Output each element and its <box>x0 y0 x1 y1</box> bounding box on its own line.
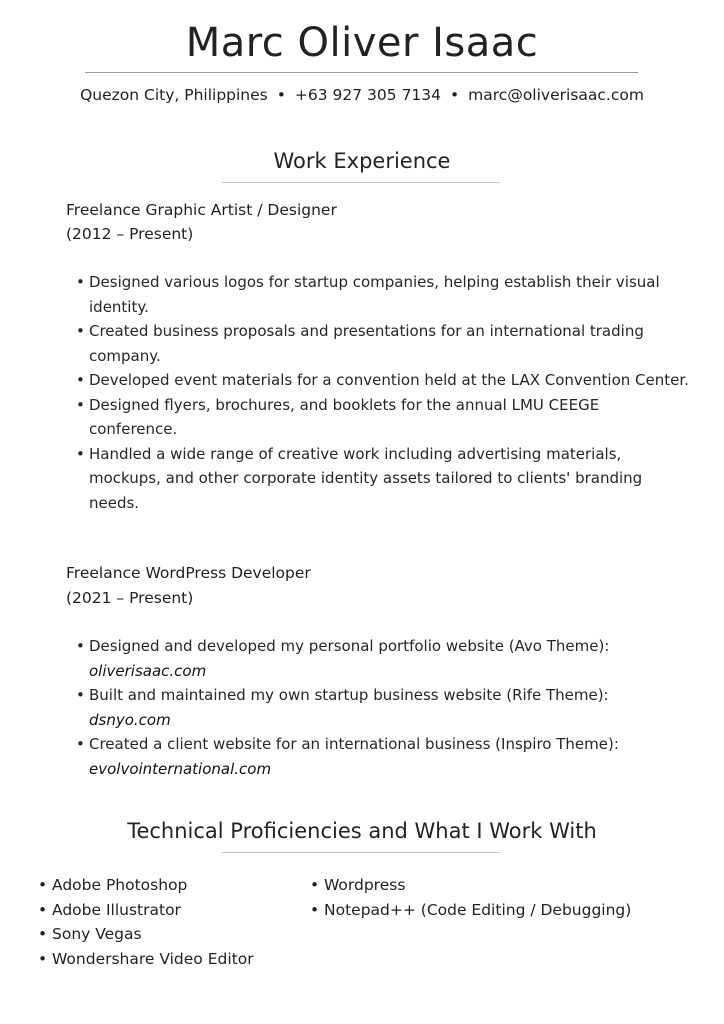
job-period: (2012 – Present) <box>66 225 194 243</box>
list-item: • Developed event materials for a convention held at the LAX Convention Center. <box>76 371 689 389</box>
section-title-skills: Technical Proficiencies and What I Work With <box>127 819 597 843</box>
list-item: • Sony Vegas <box>38 925 142 943</box>
list-item: • Designed and developed my personal portfolio website (Avo Theme): oliverisaac.com <box>76 634 691 683</box>
skills-list-right <box>310 873 631 922</box>
job-role: Freelance Graphic Artist / Designer <box>66 201 337 219</box>
contact-separator: • <box>276 86 286 104</box>
list-item: • Wordpress <box>310 876 406 894</box>
contact-separator: • <box>450 86 460 104</box>
contact-line <box>0 85 724 105</box>
website-link[interactable]: oliverisaac.com <box>89 661 207 680</box>
section-divider <box>222 182 500 183</box>
section-title-work: Work Experience <box>273 149 451 173</box>
list-item: • Handled a wide range of creative work including advertising materials, mockups, and other corporate identity assets tailored to clients' branding needs. <box>76 444 643 512</box>
website-link[interactable]: dsnyo.com <box>89 710 171 729</box>
list-item: • Designed flyers, brochures, and booklets for the annual LMU CEEGE conference. <box>76 395 600 438</box>
contact-email[interactable]: marc@oliverisaac.com <box>468 86 644 104</box>
list-item: • Built and maintained my own startup business website (Rife Theme): dsnyo.com <box>76 683 691 732</box>
job-bullets <box>76 634 691 781</box>
section-divider <box>222 852 500 853</box>
list-item: • Adobe Illustrator <box>38 900 181 919</box>
resume-name: Marc Oliver Isaac <box>185 20 539 66</box>
list-item: • Notepad++ (Code Editing / Debugging) <box>310 900 632 919</box>
list-item: • Designed various logos for startup companies, helping establish their visual identity. <box>76 273 660 316</box>
job-period: (2021 – Present) <box>66 589 194 607</box>
contact-phone: +63 927 305 7134 <box>294 86 442 104</box>
contact-location: Quezon City, Philippines <box>80 86 268 104</box>
list-item: • Adobe Photoshop <box>38 876 188 894</box>
header-divider <box>85 72 638 73</box>
website-link[interactable]: evolvointernational.com <box>89 759 272 778</box>
list-item: • Created business proposals and presentations for an international trading company. <box>76 322 644 365</box>
skills-list-left <box>38 873 254 971</box>
list-item: • Wondershare Video Editor <box>38 949 254 968</box>
job-bullets <box>76 270 691 515</box>
list-item: • Created a client website for an international business (Inspiro Theme): evolvointernational.com <box>76 732 691 781</box>
job-role: Freelance WordPress Developer <box>66 564 311 582</box>
